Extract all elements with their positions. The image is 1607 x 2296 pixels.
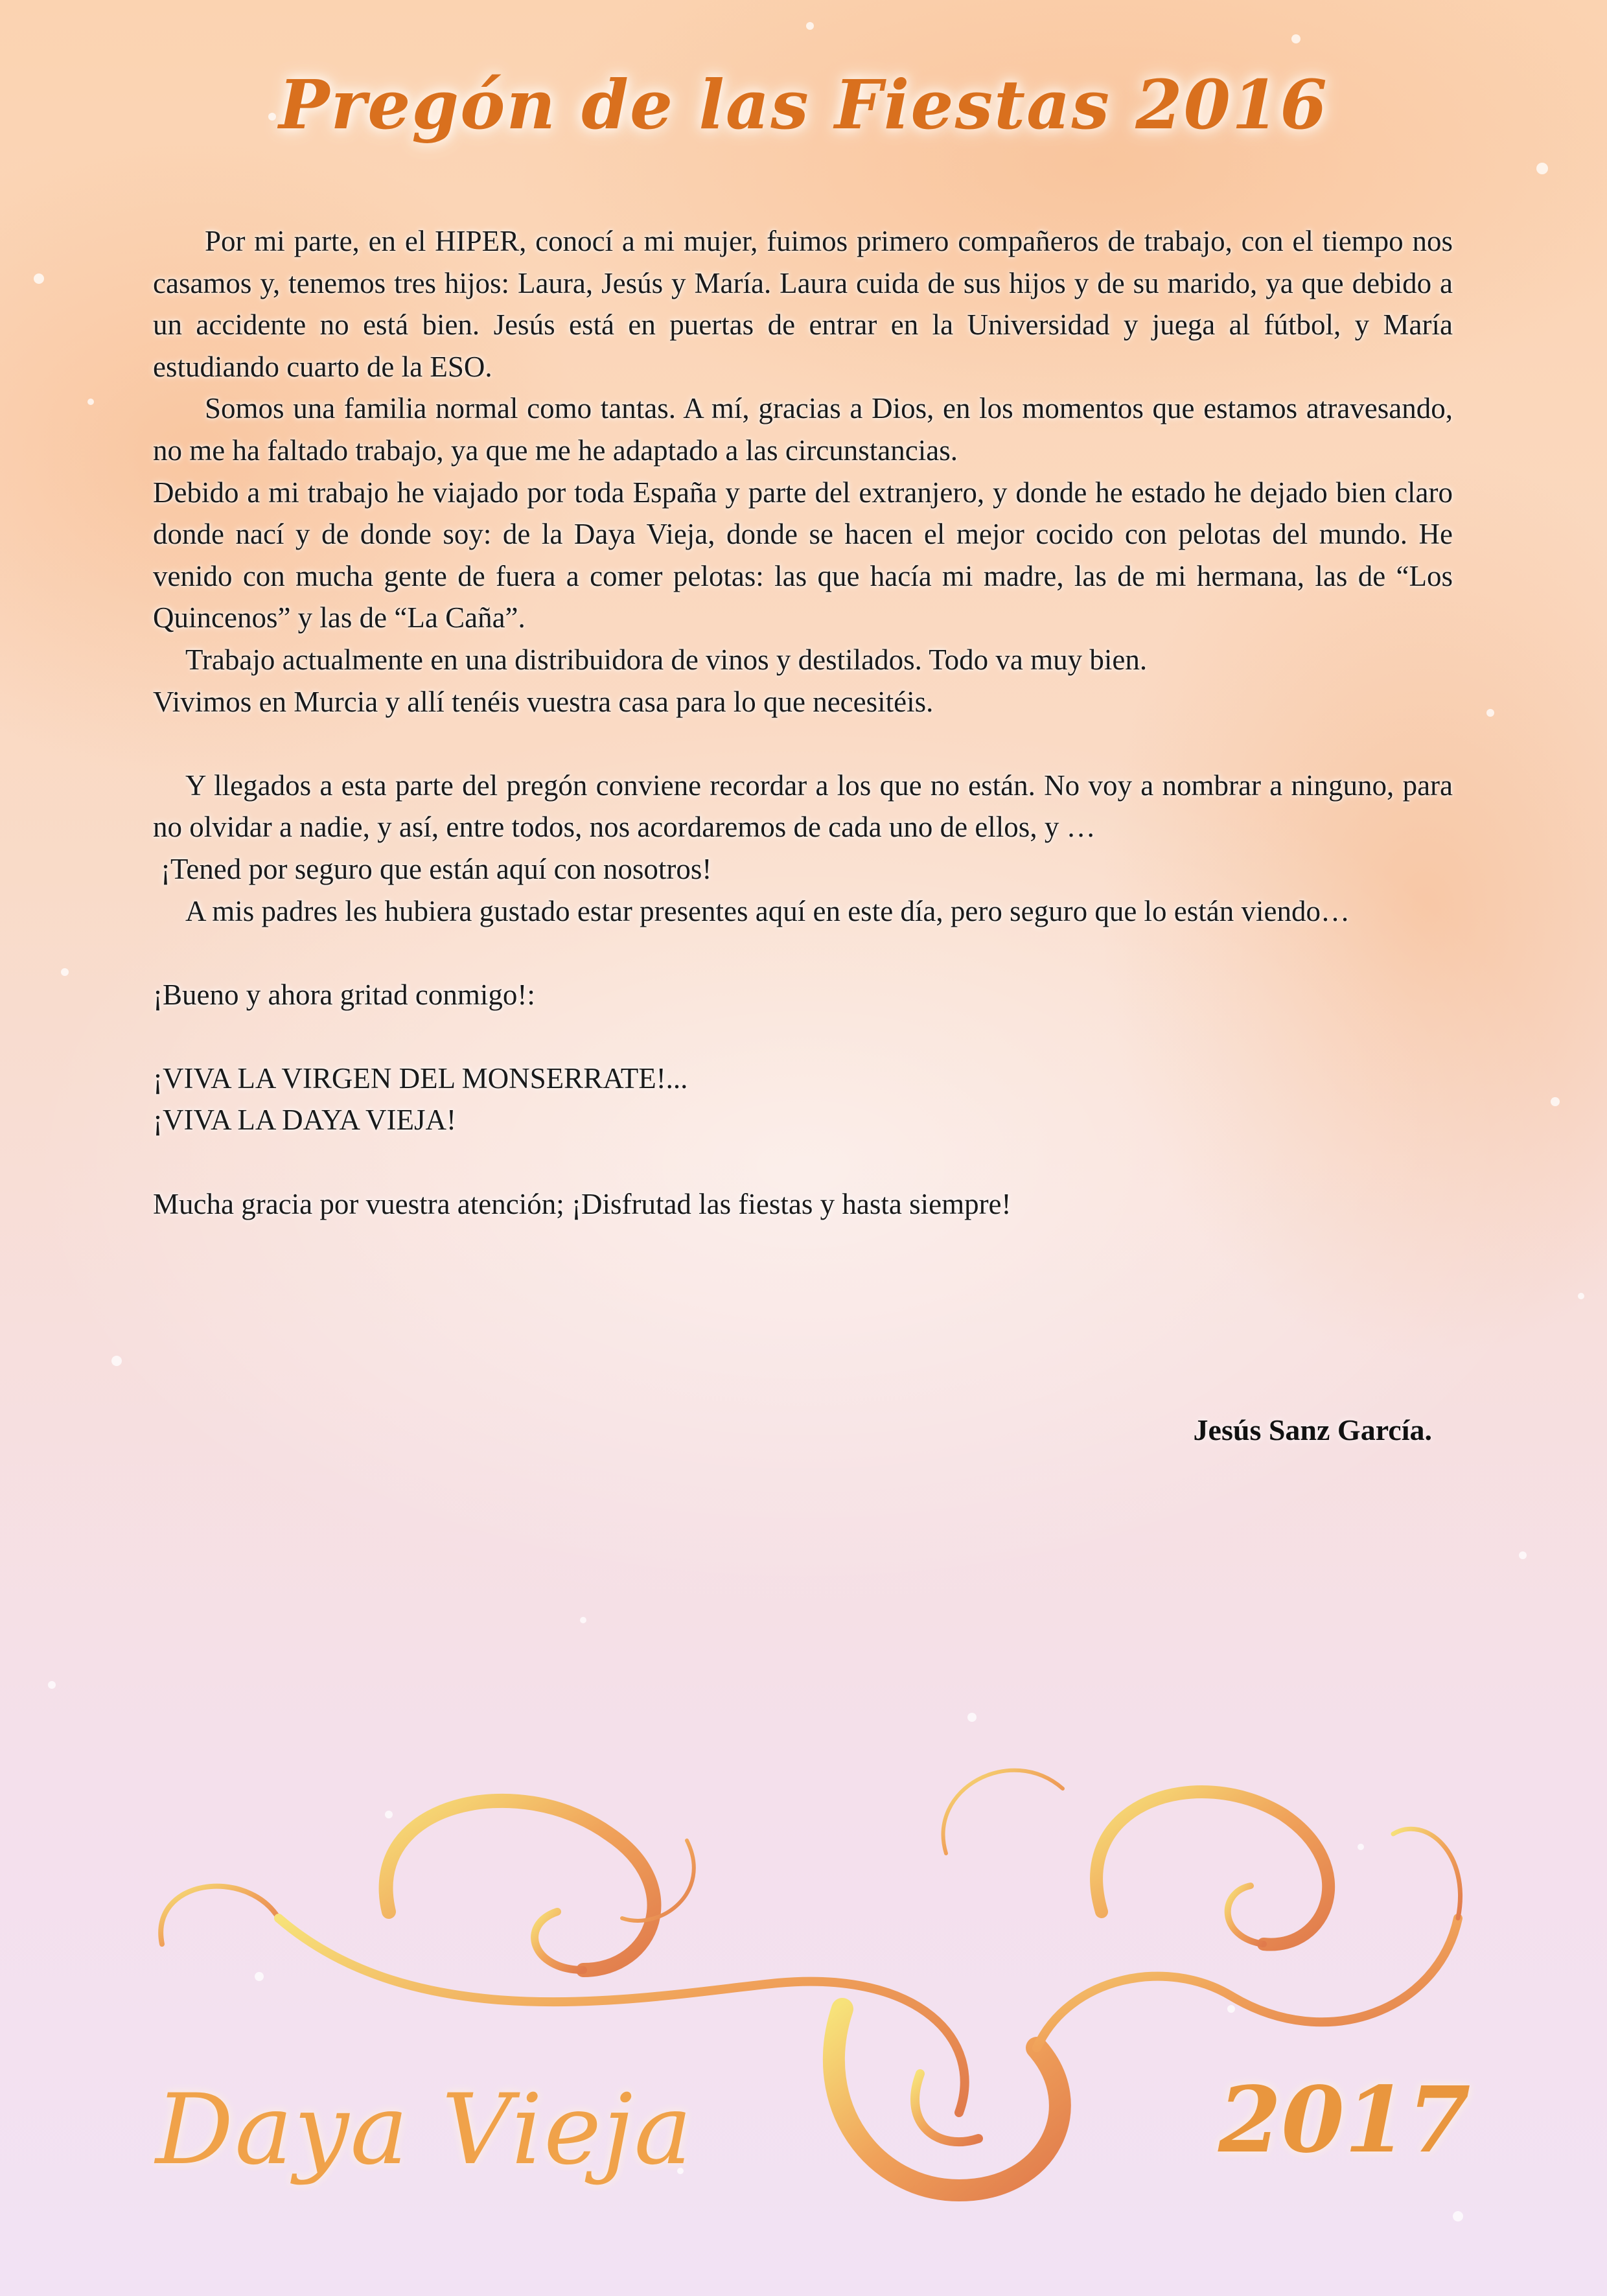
- paragraph: Trabajo actualmente en una distribuidora de vinos y destilados. Todo va muy bien.: [185, 643, 1148, 676]
- document-body: [153, 220, 1453, 1225]
- paragraph: ¡Bueno y ahora gritad conmigo!:: [153, 978, 535, 1011]
- paragraph: Debido a mi trabajo he viajado por toda España y parte del extranjero, y donde he estado he dejado bien claro donde nací y de donde soy: de la Daya Vieja, donde se hacen el mejor cocido con pelotas del mundo. He venido con mucha gente de fuera a comer pelotas: las que hacía mi madre, las de mi hermana, las de “Los Quincenos” y las de “La Caña”.: [153, 476, 1453, 634]
- paragraph: Y llegados a esta parte del pregón conviene recordar a los que no están. No voy a nombrar a ninguno, para no olvidar a nadie, y así, entre todos, nos acordaremos de cada uno de ellos, y …: [153, 769, 1453, 844]
- signature: Jesús Sanz García.: [1193, 1413, 1432, 1446]
- paragraph: ¡VIVA LA VIRGEN DEL MONSERRATE!...: [153, 1061, 688, 1095]
- paragraph: Vivimos en Murcia y allí tenéis vuestra casa para lo que necesitéis.: [153, 685, 934, 718]
- footer-logo-text: Daya Vieja: [156, 2074, 693, 2186]
- paragraph: ¡Tened por seguro que están aquí con nosotros!: [161, 852, 712, 885]
- footer-year: 2017: [1218, 2067, 1471, 2174]
- paragraph: Somos una familia normal como tantas. A mí, gracias a Dios, en los momentos que estamos atravesando, no me ha faltado trabajo, ya que me he adaptado a las circunstancias.: [153, 392, 1453, 467]
- paragraph: Por mi parte, en el HIPER, conocí a mi mujer, fuimos primero compañeros de trabajo, con el tiempo nos casamos y, tenemos tres hijos: Laura, Jesús y María. Laura cuida de sus hijos y de su marido, ya que debido a un accidente no está bien. Jesús está en puertas de entrar en la Universidad y juega al fútbol, y María estudiando cuarto de la ESO.: [153, 225, 1453, 383]
- paragraph: ¡VIVA LA DAYA VIEJA!: [153, 1104, 456, 1137]
- paragraph: A mis padres les hubiera gustado estar presentes aquí en este día, pero seguro que lo están viendo…: [185, 894, 1350, 927]
- paragraph: Mucha gracia por vuestra atención; ¡Disfrutad las fiestas y hasta siempre!: [153, 1187, 1012, 1220]
- page-title: Pregón de las Fiestas 2016: [279, 65, 1328, 145]
